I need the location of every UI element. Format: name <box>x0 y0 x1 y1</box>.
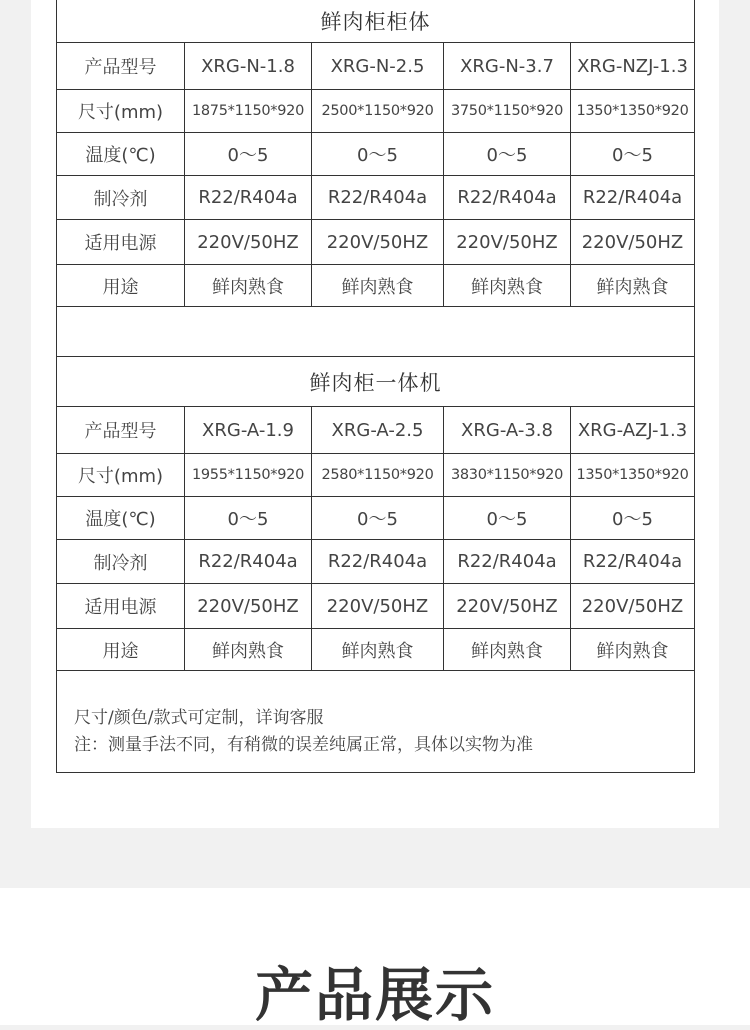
note-custom: 尺寸/颜色/款式可定制，详询客服 <box>74 708 324 728</box>
row-label: 用途 <box>102 276 139 298</box>
table-cell: R22/R404a <box>443 176 570 219</box>
table-cell: 220V/50HZ <box>311 584 443 628</box>
table-cell: 220V/50HZ <box>443 584 570 628</box>
table-row <box>57 496 694 539</box>
table-row <box>57 175 694 219</box>
table-cell: 鲜肉熟食 <box>570 265 694 306</box>
table-cell: XRG-A-1.9 <box>184 407 311 453</box>
row-label: 适用电源 <box>84 597 157 618</box>
table-row <box>57 219 694 264</box>
row-label: 尺寸(mm) <box>77 466 164 487</box>
table-cell: R22/R404a <box>311 176 443 219</box>
table-row <box>57 132 694 175</box>
table-cell: 0～5 <box>443 133 570 175</box>
row-label: 尺寸(mm) <box>77 102 164 123</box>
row-label: 产品型号 <box>84 57 157 78</box>
row-label: 制冷剂 <box>93 552 148 574</box>
table1-title <box>57 0 694 42</box>
table-row <box>57 539 694 583</box>
table-cell: 0～5 <box>311 497 443 539</box>
table-cell: XRG-AZJ-1.3 <box>570 407 694 453</box>
table-row <box>57 406 694 453</box>
notes <box>57 670 694 772</box>
table-cell: 220V/50HZ <box>184 220 311 264</box>
table-cell: 220V/50HZ <box>311 220 443 264</box>
table-cell: XRG-A-2.5 <box>311 407 443 453</box>
table-cell: XRG-NZJ-1.3 <box>570 43 694 89</box>
table-cell: 220V/50HZ <box>184 584 311 628</box>
table-cell: 鲜肉熟食 <box>311 629 443 670</box>
table-row <box>57 628 694 670</box>
table-cell: 1955*1150*920 <box>184 454 311 496</box>
table-row <box>57 264 694 306</box>
table-cell: 0～5 <box>184 133 311 175</box>
table-cell: 1350*1350*920 <box>570 454 694 496</box>
table-cell: XRG-A-3.8 <box>443 407 570 453</box>
table-spacer <box>57 306 694 356</box>
table-cell: 0～5 <box>443 497 570 539</box>
spec-sheet <box>56 0 695 773</box>
table-cell: 鲜肉熟食 <box>570 629 694 670</box>
table-cell: R22/R404a <box>311 540 443 583</box>
table-cell: XRG-N-3.7 <box>443 43 570 89</box>
table-row <box>57 583 694 628</box>
table-cell: R22/R404a <box>570 540 694 583</box>
table-cell: 0～5 <box>184 497 311 539</box>
row-label: 产品型号 <box>84 421 157 442</box>
table-cell: 1350*1350*920 <box>570 90 694 132</box>
row-label: 制冷剂 <box>93 188 148 210</box>
table-cell: 220V/50HZ <box>570 584 694 628</box>
table-row <box>57 42 694 89</box>
table-cell: 2500*1150*920 <box>311 90 443 132</box>
row-label: 温度(℃) <box>85 509 156 530</box>
table-row <box>57 453 694 496</box>
table-cell: 鲜肉熟食 <box>443 265 570 306</box>
table-cell: 0～5 <box>570 133 694 175</box>
table-cell: R22/R404a <box>184 540 311 583</box>
table2-title <box>57 356 694 406</box>
row-label: 用途 <box>102 640 139 662</box>
table-cell: 2580*1150*920 <box>311 454 443 496</box>
table-cell: 鲜肉熟食 <box>184 629 311 670</box>
row-label: 适用电源 <box>84 233 157 254</box>
row-label: 温度(℃) <box>85 145 156 166</box>
table-row <box>57 89 694 132</box>
table-cell: 鲜肉熟食 <box>311 265 443 306</box>
note-disclaimer: 注：测量手法不同，有稍微的误差纯属正常，具体以实物为准 <box>74 735 533 755</box>
table-cell: 3830*1150*920 <box>443 454 570 496</box>
table-cell: 3750*1150*920 <box>443 90 570 132</box>
table-cell: 220V/50HZ <box>443 220 570 264</box>
section-title: 产品展示 <box>254 961 495 1029</box>
table-cell: 220V/50HZ <box>570 220 694 264</box>
table-cell: 1875*1150*920 <box>184 90 311 132</box>
table-cell: 鲜肉熟食 <box>443 629 570 670</box>
table-cell: 鲜肉熟食 <box>184 265 311 306</box>
table-cell: XRG-N-2.5 <box>311 43 443 89</box>
table2-title-text: 鲜肉柜一体机 <box>309 370 442 395</box>
table-cell: R22/R404a <box>570 176 694 219</box>
table-cell: 0～5 <box>570 497 694 539</box>
table1-title-text: 鲜肉柜柜体 <box>320 10 431 34</box>
table-cell: XRG-N-1.8 <box>184 43 311 89</box>
table-cell: R22/R404a <box>184 176 311 219</box>
table-cell: 0～5 <box>311 133 443 175</box>
table-cell: R22/R404a <box>443 540 570 583</box>
